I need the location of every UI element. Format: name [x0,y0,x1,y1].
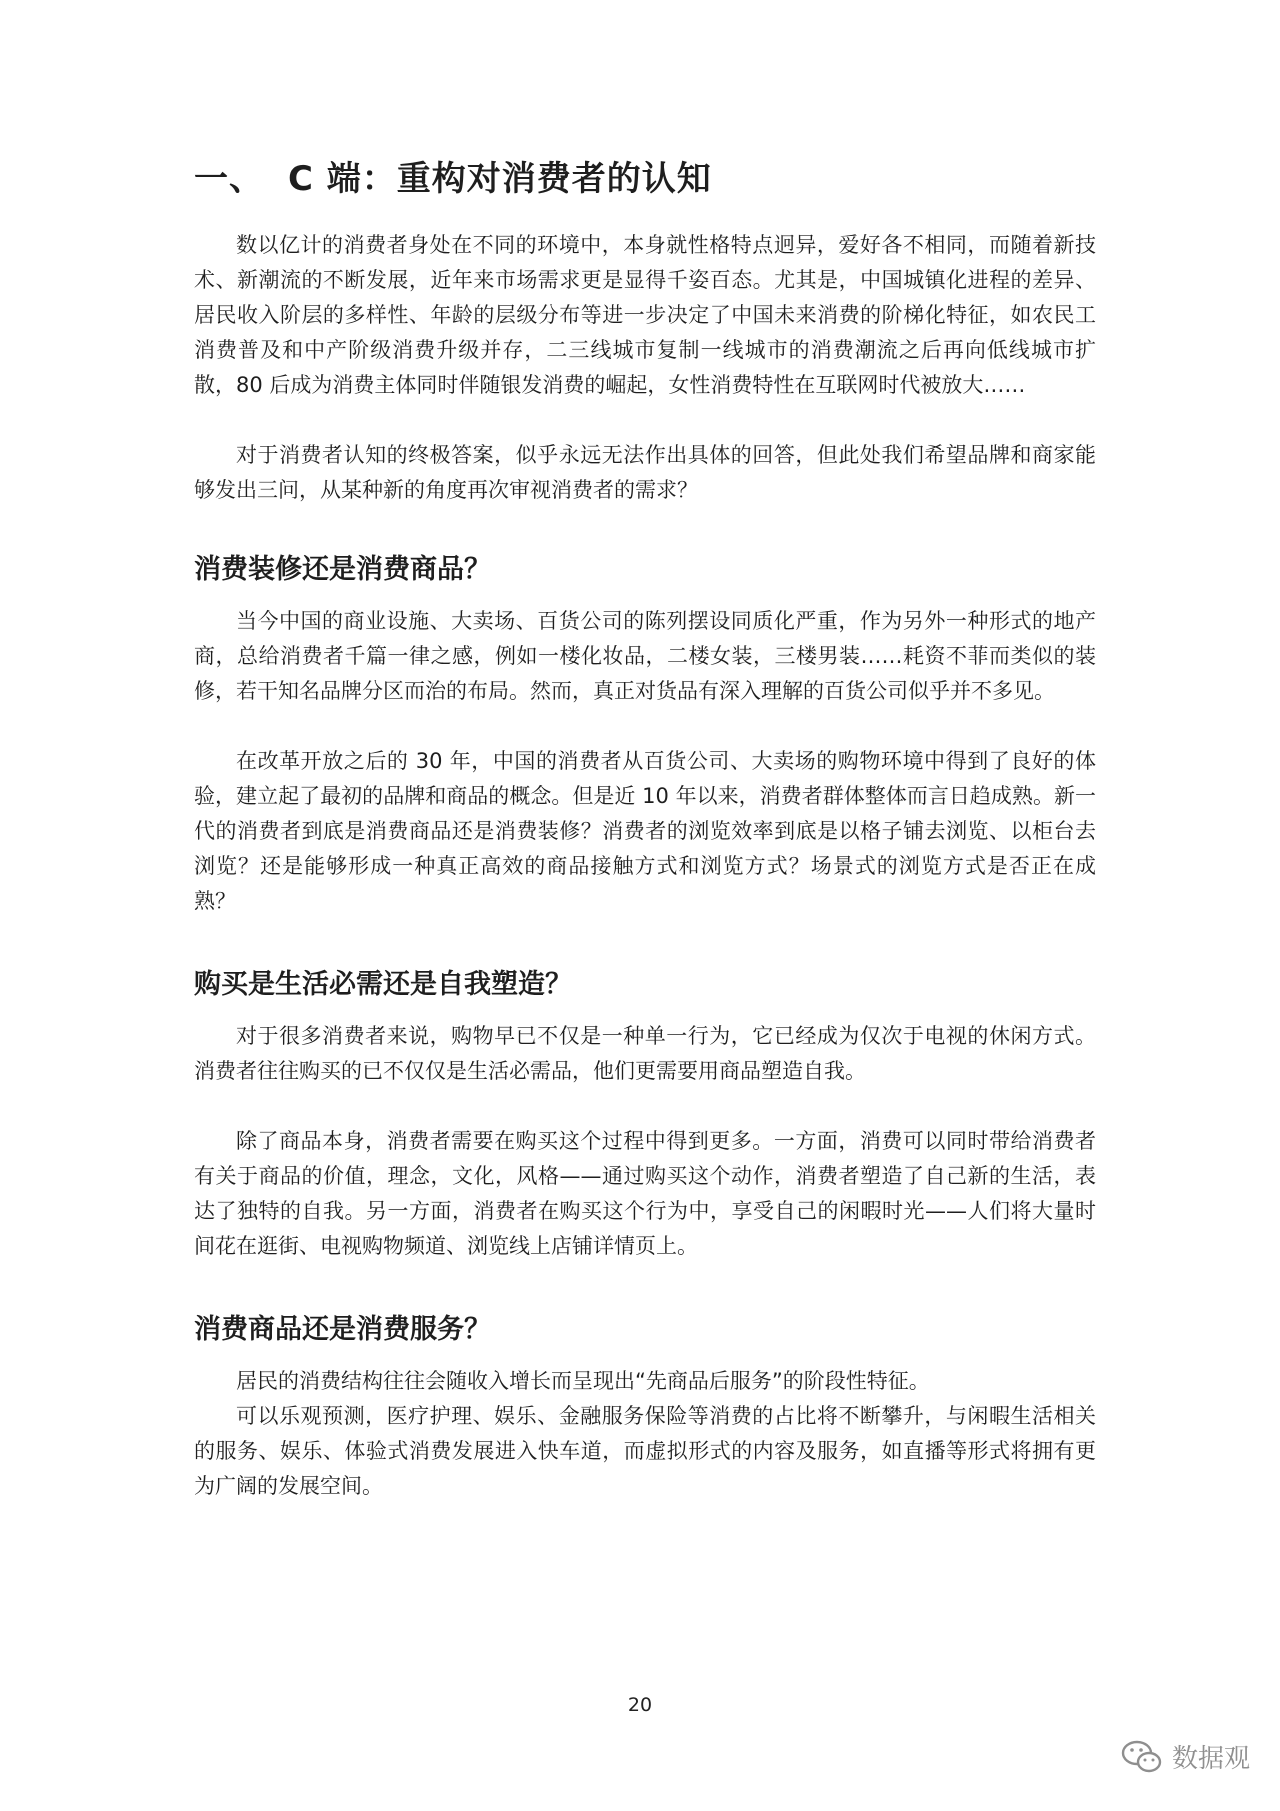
subsection-heading-2: 购买是生活必需还是自我塑造？ [194,969,572,1000]
subsection-1-paragraph-1: 当今中国的商业设施、大卖场、百货公司的陈列摆设同质化严重，作为另外一种形式的地产商，总给消费者千篇一律之感，例如一楼化妆品，二楼女装，三楼男装……耗资不菲而类似的装修，若干知名品牌分区而治的布局。然而，真正对货品有深入理解的百货公司似乎并不多见。 [194,609,1096,703]
subsection-2-paragraph-2: 除了商品本身，消费者需要在购买这个过程中得到更多。一方面，消费可以同时带给消费者有关于商品的价值，理念，文化，风格——通过购买这个动作，消费者塑造了自己新的生活，表达了独特的自我。另一方面，消费者在购买这个行为中，享受自己的闲暇时光——人们将大量时间花在逛街、电视购物频道、浏览线上店铺详情页上。 [194,1129,1096,1258]
subsection-3-paragraph-1: 居民的消费结构往往会随收入增长而呈现出“先商品后服务”的阶段性特征。 [236,1369,930,1393]
subsection-heading-3: 消费商品还是消费服务？ [194,1314,491,1345]
section-title-text: C 端：重构对消费者的认知 [288,159,712,199]
section-number: 一、 [194,159,264,199]
subsection-1-paragraph-2: 在改革开放之后的 30 年，中国的消费者从百货公司、大卖场的购物环境中得到了良好的体验，建立起了最初的品牌和商品的概念。但是近 10 年以来，消费者群体整体而言日趋成熟。新一代的消费者到底是消费商品还是消费装修？消费者的浏览效率到底是以格子铺去浏览、以柜台去浏览？还是能够形成一种真正高效的商品接触方式和浏览方式？场景式的浏览方式是否正在成熟？ [194,749,1096,913]
page-content [194,140,1096,1504]
section-title [194,154,1096,204]
watermark [1120,1738,1250,1775]
intro-paragraph-2: 对于消费者认知的终极答案，似乎永远无法作出具体的回答，但此处我们希望品牌和商家能够发出三问，从某种新的角度再次审视消费者的需求？ [194,443,1096,502]
intro-paragraph-1: 数以亿计的消费者身处在不同的环境中，本身就性格特点迥异，爱好各不相同，而随着新技术、新潮流的不断发展，近年来市场需求更是显得千姿百态。尤其是，中国城镇化进程的差异、居民收入阶层的多样性、年龄的层级分布等进一步决定了中国未来消费的阶梯化特征，如农民工消费普及和中产阶级消费升级并存，二三线城市复制一线城市的消费潮流之后再向低线城市扩散，80 后成为消费主体同时伴随银发消费的崛起，女性消费特性在互联网时代被放大…… [194,233,1096,397]
watermark-text: 数据观 [1171,1744,1250,1774]
subsection-2-paragraph-1: 对于很多消费者来说，购物早已不仅是一种单一行为，它已经成为仅次于电视的休闲方式。消费者往往购买的已不仅仅是生活必需品，他们更需要用商品塑造自我。 [194,1024,1096,1083]
wechat-icon [1120,1739,1164,1775]
page-number: 20 [627,1694,653,1716]
subsection-heading-1: 消费装修还是消费商品？ [194,554,491,585]
subsection-3-paragraph-2: 可以乐观预测，医疗护理、娱乐、金融服务保险等消费的占比将不断攀升，与闲暇生活相关的服务、娱乐、体验式消费发展进入快车道，而虚拟形式的内容及服务，如直播等形式将拥有更为广阔的发展空间。 [194,1404,1096,1498]
